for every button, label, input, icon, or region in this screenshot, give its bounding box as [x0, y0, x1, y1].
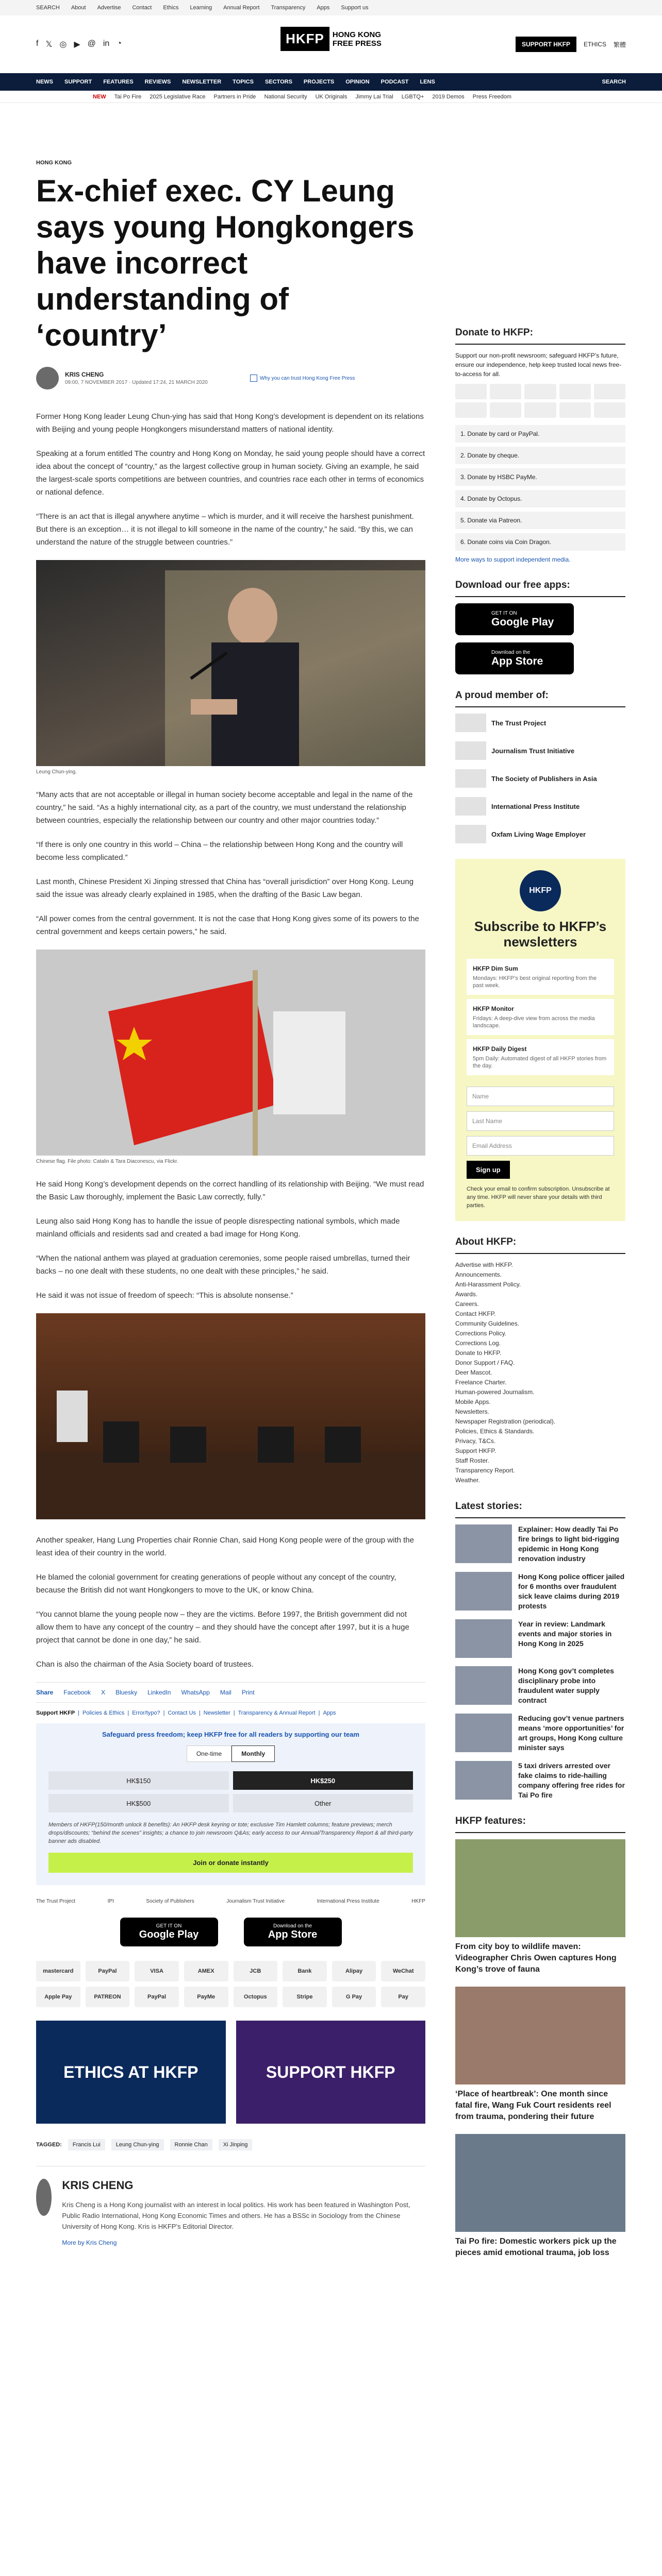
article [36, 160, 425, 2274]
trending-item[interactable]: 2019 Demos [432, 93, 465, 100]
apps-heading: Download our free apps: [455, 580, 625, 597]
masthead [0, 15, 662, 73]
story-thumbnail [455, 1666, 512, 1705]
threads-icon[interactable]: @ [87, 39, 96, 48]
monthly-tab[interactable]: Monthly [231, 1745, 275, 1762]
share-whatsapp[interactable]: WhatsApp [181, 1689, 210, 1696]
tags-label: TAGGED: [36, 2142, 62, 2148]
nav-news[interactable]: NEWS [36, 79, 53, 85]
trending-item[interactable]: LGBTQ+ [401, 93, 424, 100]
card-logo [524, 402, 556, 418]
feature-image[interactable] [455, 1987, 625, 2084]
paragraph: “There is an act that is illegal anywhere anytime – which is murder, and it will receive the harshest punishment. But there is an exception… it is not illegal to kill someone in the name of the country,” he said. “By this, we can understand the nature of the struggle between countries.” [36, 512, 414, 547]
support-link[interactable]: Support HKFP [36, 1710, 75, 1716]
paragraph: He blamed the colonial government for creating generations of people without any concept of the country, because the British did not want Hongkongers to move to the UK, or know China. [36, 1573, 396, 1595]
newsletter-box [455, 859, 625, 1221]
card-logo [594, 384, 625, 399]
hkfp-badge: HKFP [520, 870, 561, 911]
donate-intro: Support our non-profit newsroom; safeguard HKFP’s future, ensure our independence, help keep trusted local news free-to-access for all. [455, 352, 622, 378]
trending-item[interactable]: 2025 Legislative Race [150, 93, 206, 100]
about-item[interactable]: Community Guidelines. [455, 1320, 520, 1327]
trending-item[interactable]: National Security [264, 93, 307, 100]
logo-box: HKFP [280, 27, 329, 51]
apps-link[interactable]: Apps [323, 1710, 336, 1716]
card-logo [524, 384, 556, 399]
error-link[interactable]: Error/typo? [132, 1710, 160, 1716]
newsletter-option[interactable]: HKFP Monitor Fridays: A deep-dive view from across the media landscape. [467, 999, 614, 1035]
features-section [455, 1816, 625, 2259]
donate-method[interactable]: 3. Donate by HSBC PayMe. [455, 468, 625, 486]
payment-logo: Octopus [234, 1987, 278, 2007]
payment-logo: Apple Pay [36, 1987, 80, 2007]
nav-lens[interactable]: LENS [420, 79, 435, 85]
flag-illustration [36, 950, 425, 1156]
paragraph: Chan is also the chairman of the Asia Society board of trustees. [36, 1660, 254, 1669]
payment-logo: PayMe [184, 1987, 228, 2007]
story-thumbnail [455, 1714, 512, 1752]
trust-link[interactable]: Why you can trust Hong Kong Free Press [250, 375, 355, 382]
article-tags [36, 2139, 425, 2150]
ethics-banner[interactable]: ETHICS AT HKFP [36, 2021, 226, 2124]
paragraph: Speaking at a forum entitled The country and Hong Kong on Monday, he said young people should have a correct idea about the concept of “country,” as the largest collective group in human society. Giving an example, he said the largest-scale sports competitions are between countries, and countries race each other in terms of economics or national defence. [36, 449, 425, 497]
photo-flag [36, 950, 425, 1156]
donate-heading: Donate to HKFP: [455, 327, 625, 345]
instagram-icon[interactable]: ◎ [59, 40, 67, 49]
promo-banners [36, 2021, 425, 2124]
amount-500[interactable]: HK$500 [48, 1794, 229, 1812]
payment-logo: VISA [135, 1961, 179, 1981]
feature-image[interactable] [455, 1839, 625, 1937]
share-bar [36, 1682, 425, 1703]
trending-item[interactable]: UK Originals [315, 93, 347, 100]
rss-icon[interactable]: ◔ [117, 39, 122, 48]
publish-date: 09:00, 7 NOVEMBER 2017 · Updated 17:24, 21 MARCH 2020 [65, 380, 208, 385]
support-links: Support HKFP | Policies & Ethics | Error/typo? | Contact Us | Newsletter | Transparency & Annual Report | Apps [36, 1710, 336, 1716]
card-logo [594, 402, 625, 418]
nav-features[interactable]: FEATURES [103, 79, 134, 85]
card-logo [559, 402, 591, 418]
amount-250[interactable]: HK$250 [233, 1771, 413, 1790]
donate-method[interactable]: 1. Donate by card or PayPal. [455, 425, 625, 443]
payment-methods [36, 1961, 425, 2007]
photo-leung [36, 560, 425, 766]
main-nav [0, 73, 662, 91]
payment-logo: PayPal [135, 1987, 179, 2007]
speaker-illustration [36, 560, 425, 766]
logo-text: HONG KONG FREE PRESS [332, 30, 382, 48]
nav-support[interactable]: SUPPORT [64, 79, 92, 85]
nav-projects[interactable]: PROJECTS [303, 79, 335, 85]
sidebar-google-play[interactable]: GET IT ON Google Play [455, 603, 574, 635]
about-item[interactable]: Policies, Ethics & Standards. [455, 1428, 535, 1435]
member-org[interactable]: The Society of Publishers in Asia [455, 769, 625, 788]
paragraph: “If there is only one country in this world – China – the relationship between Hong Kong and the country will become less complicated.” [36, 840, 403, 862]
last-name-input[interactable]: Last Name [467, 1111, 614, 1131]
story-thumbnail [455, 1572, 512, 1611]
more-ways-link[interactable]: More ways to support independent media. [455, 556, 571, 563]
latest-story[interactable]: 5 taxi drivers arrested over fake claims to ride-hailing company offering free rides for Tai Po fire [455, 1761, 625, 1800]
member-org[interactable]: The Trust Project [455, 714, 625, 732]
about-list [455, 1260, 625, 1485]
latest-story[interactable]: Reducing gov’t venue partners means ‘more opportunities’ for art groups, Hong Kong culture minister says [455, 1714, 625, 1753]
partner-logo[interactable]: Journalism Trust Initiative [226, 1899, 285, 1904]
util-apps[interactable]: Apps [317, 5, 330, 11]
story-thumbnail [455, 1619, 512, 1658]
trending-item[interactable]: Tai Po Fire [114, 93, 142, 100]
paragraph: “Many acts that are not acceptable or illegal in human society become acceptable and legal in the name of the country,” he said. “As a highly international city, as a part of the country, we must understand the relationship between countries, especially the relationship between our country and other major countries today.” [36, 790, 413, 825]
nav-opinion[interactable]: OPINION [345, 79, 370, 85]
about-item[interactable]: Donor Support / FAQ. [455, 1359, 515, 1366]
latest-section [455, 1501, 625, 1800]
newsletter-title: Subscribe to HKFP’s newsletters [474, 919, 607, 950]
tag[interactable]: Leung Chun-ying [111, 2139, 164, 2150]
contact-link[interactable]: Contact Us [168, 1710, 196, 1716]
about-item[interactable]: Newsletters. [455, 1408, 490, 1415]
payment-logo: Pay [381, 1987, 425, 2007]
author-box-avatar [36, 2179, 52, 2216]
latest-story[interactable]: Explainer: How deadly Tai Po fire brings to light bid-rigging epidemic in Hong Kong renovation industry [455, 1524, 625, 1564]
payment-logo: Stripe [283, 1987, 327, 2007]
trending-item[interactable]: Partners in Pride [213, 93, 256, 100]
payment-logo: mastercard [36, 1961, 80, 1981]
facebook-icon[interactable]: f [36, 39, 39, 48]
story-thumbnail [455, 1761, 512, 1800]
about-item[interactable]: Deer Mascot. [455, 1369, 492, 1376]
util-support[interactable]: Support us [341, 5, 369, 11]
donate-method[interactable]: 6. Donate coins via Coin Dragon. [455, 533, 625, 551]
about-item[interactable]: Human-powered Journalism. [455, 1388, 535, 1396]
one-time-tab[interactable]: One-time [187, 1745, 231, 1762]
card-logo [490, 402, 521, 418]
trust-icon [250, 375, 257, 382]
sidebar-app-store[interactable]: Download on the App Store [455, 642, 574, 674]
partner-logo[interactable]: International Press Institute [317, 1899, 379, 1904]
card-logo [559, 384, 591, 399]
partner-logo[interactable]: HKFP [411, 1899, 425, 1904]
newsletter-note: Check your email to confirm subscription. Unsubscribe at any time. HKFP will never share your details with third parties. [467, 1186, 610, 1209]
about-item[interactable]: Staff Roster. [455, 1457, 489, 1464]
language-link[interactable]: 繁體 [613, 41, 626, 48]
member-org[interactable]: International Press Institute [455, 797, 625, 816]
member-org[interactable]: Journalism Trust Initiative [455, 741, 625, 760]
about-item[interactable]: Newspaper Registration (periodical). [455, 1418, 556, 1425]
member-section [455, 690, 625, 843]
paragraph: Another speaker, Hang Lung Properties chair Ronnie Chan, said Hong Kong people were of the group with the least idea of their country in the world. [36, 1536, 414, 1557]
donate-note: Members of HKFP(150/month unlock 8 benefits): An HKFP desk keyring or tote; exclusive Tim Hamlett columns; feature previews; merch drops/discounts; “behind the scenes” insights; a chance to join newsroom Q&As; early access to our Annual/Transparency Report & all third-party banner ads disabled. [48, 1822, 413, 1844]
member-org[interactable]: Oxfam Living Wage Employer [455, 825, 625, 843]
card-logo [455, 384, 487, 399]
app-store-button[interactable]: Download on the App Store [244, 1918, 342, 1946]
payment-logo: Bank [283, 1961, 327, 1981]
photo-caption: Leung Chun-ying. [36, 769, 77, 775]
card-logo [490, 384, 521, 399]
about-item[interactable]: Mobile Apps. [455, 1398, 491, 1405]
features-heading: HKFP features: [455, 1816, 625, 1833]
newsletter-option[interactable]: HKFP Daily Digest 5pm Daily: Automated digest of all HKFP stories from the day. [467, 1039, 614, 1075]
donate-widget [36, 1723, 425, 1885]
amount-options [48, 1771, 413, 1812]
partner-logo[interactable]: Society of Publishers [146, 1899, 194, 1904]
util-advertise[interactable]: Advertise [97, 5, 121, 11]
about-item[interactable]: Contact HKFP. [455, 1310, 496, 1317]
story-thumbnail [455, 1524, 512, 1563]
about-item[interactable]: Announcements. [455, 1271, 502, 1278]
nav-topics[interactable]: TOPICS [233, 79, 254, 85]
util-contact[interactable]: Contact [132, 5, 152, 11]
byline [36, 367, 425, 389]
paragraph: Last month, Chinese President Xi Jinping stressed that China has “overall jurisdiction” over Hong Kong. Leung said the issue was already clearly explained in 1985, when the drafting of the Basic Law began. [36, 877, 414, 899]
tag[interactable]: Francis Lui [68, 2139, 105, 2150]
nav-newsletter[interactable]: NEWSLETTER [182, 79, 222, 85]
paragraph: Former Hong Kong leader Leung Chun-ying has said that Hong Kong’s development is dependent on its relations with Beijing and young people Hongkongers misunderstand matters of national identity. [36, 412, 424, 434]
card-logos [455, 384, 625, 418]
about-item[interactable]: Corrections Policy. [455, 1330, 507, 1337]
share-x[interactable]: X [101, 1689, 106, 1696]
author-name[interactable]: KRIS CHENG [65, 371, 104, 378]
payment-logo: WeChat [381, 1961, 425, 1981]
payment-logo: G Pay [332, 1987, 376, 2007]
partner-logos [36, 1899, 425, 1904]
payment-logo: JCB [234, 1961, 278, 1981]
apps-section [455, 580, 625, 674]
payment-logo: Alipay [332, 1961, 376, 1981]
photo-caption: Chinese flag. File photo: Catalin & Tara Diaconescu, via Flickr. [36, 1159, 178, 1164]
paragraph: “You cannot blame the young people now – they are the victims. Before 1997, the British government did not allow them to have any concept of the country – and they should have the concept after 1997, but it is a huge project that cannot be done in one day,” he said. [36, 1610, 409, 1645]
card-logo [455, 402, 487, 418]
util-learning[interactable]: Learning [190, 5, 212, 11]
ethics-link[interactable]: ETHICS [583, 41, 606, 48]
amount-150[interactable]: HK$150 [48, 1771, 229, 1790]
share-mail[interactable]: Mail [220, 1689, 231, 1696]
photo-forum [36, 1313, 425, 1519]
nav-search[interactable]: SEARCH [602, 79, 626, 85]
paragraph: “All power comes from the central government. It is not the case that Hong Kong gives some of its powers to the central government and keeps certain powers,” he said. [36, 914, 419, 936]
latest-heading: Latest stories: [455, 1501, 625, 1518]
partner-logo[interactable]: The Trust Project [36, 1899, 76, 1904]
about-item[interactable]: Anti-Harassment Policy. [455, 1281, 521, 1288]
youtube-icon[interactable]: ▶ [74, 40, 80, 49]
support-banner[interactable]: SUPPORT HKFP [236, 2021, 426, 2124]
nav-reviews[interactable]: REVIEWS [144, 79, 171, 85]
latest-story[interactable]: Hong Kong gov’t completes disciplinary probe into fraudulent water supply contract [455, 1666, 625, 1705]
email-input[interactable]: Email Address [467, 1136, 614, 1156]
payment-logo: PATREON [86, 1987, 130, 2007]
share-linkedin[interactable]: LinkedIn [147, 1689, 171, 1696]
newsletter-option[interactable]: HKFP Dim Sum Mondays: HKFP’s best original reporting from the past week. [467, 959, 614, 995]
sign-up-button[interactable]: Sign up [467, 1161, 510, 1179]
donate-section [455, 327, 625, 564]
newsletter-link[interactable]: Newsletter [203, 1710, 230, 1716]
author-bio: Kris Cheng is a Hong Kong journalist with an interest in local politics. His work has been featured in Washington Post, Public Radio International, Hong Kong Economic Times and others. He has a BSSc in Sociology from the Chinese University of Hong Kong. Kris is HKFP’s Editorial Director. [62, 2201, 410, 2230]
author-box [36, 2166, 425, 2247]
author-box-name[interactable]: KRIS CHENG [62, 2179, 134, 2192]
paragraph: “When the national anthem was played at graduation ceremonies, some people raised umbrellas, turned their backs – no one dealt with these students, no one dealt with these principles,” he said. [36, 1254, 410, 1276]
social-links [36, 39, 122, 49]
author-avatar [36, 367, 59, 389]
forum-illustration [36, 1313, 425, 1519]
donate-method[interactable]: 5. Donate via Patreon. [455, 512, 625, 529]
about-item[interactable]: Support HKFP. [455, 1447, 496, 1454]
trending-bar [0, 91, 662, 103]
paragraph: He said Hong Kong’s development depends on the correct handling of its relationship with Beijing. “We must read the Basic Law thoroughly, implement the Basic Law correctly, fully.” [36, 1180, 424, 1201]
frequency-toggle [48, 1745, 413, 1762]
paragraph: He said it was not issue of freedom of speech: “This is absolute nonsense.” [36, 1291, 293, 1300]
tag[interactable]: Ronnie Chan [170, 2139, 212, 2150]
join-button[interactable]: Join or donate instantly [48, 1853, 413, 1873]
latest-story[interactable]: Year in review: Landmark events and major stories in Hong Kong in 2025 [455, 1619, 625, 1658]
share-label: Share [36, 1689, 54, 1696]
about-item[interactable]: Corrections Log. [455, 1340, 501, 1347]
utility-bar [0, 0, 662, 15]
more-by-author-link[interactable]: More by Kris Cheng [62, 2239, 117, 2246]
x-icon[interactable]: 𝕏 [45, 40, 53, 49]
feature-image[interactable] [455, 2134, 625, 2232]
app-store-buttons [36, 1918, 425, 1946]
feature-headline[interactable]: From city boy to wildlife maven: Videographer Chris Owen captures Hong Kong’s trove of fauna [455, 1942, 617, 1974]
site-logo[interactable] [280, 27, 382, 51]
payment-logo: PayPal [86, 1961, 130, 1981]
trending-item[interactable]: Press Freedom [472, 93, 511, 100]
linkedin-icon[interactable]: in [103, 39, 110, 48]
nav-sectors[interactable]: SECTORS [264, 79, 292, 85]
partner-logo[interactable]: IPI [107, 1899, 114, 1904]
util-search[interactable]: SEARCH [36, 5, 60, 11]
share-print[interactable]: Print [241, 1689, 255, 1696]
about-item[interactable]: Weather. [455, 1477, 480, 1484]
about-item[interactable]: Freelance Charter. [455, 1379, 507, 1386]
feature-headline[interactable]: Tai Po fire: Domestic workers pick up the pieces amid emotional trauma, job loss [455, 2237, 617, 2257]
ad-space [0, 103, 662, 160]
article-body [36, 410, 425, 1671]
util-transparency[interactable]: Transparency [271, 5, 306, 11]
donate-method[interactable]: 4. Donate by Octopus. [455, 490, 625, 507]
util-ethics[interactable]: Ethics [163, 5, 179, 11]
util-about[interactable]: About [71, 5, 86, 11]
policies-link[interactable]: Policies & Ethics [82, 1710, 125, 1716]
payment-logo: AMEX [184, 1961, 228, 1981]
google-play-button[interactable]: GET IT ON Google Play [120, 1918, 218, 1946]
tag[interactable]: Xi Jinping [219, 2139, 253, 2150]
about-item[interactable]: Advertise with HKFP. [455, 1261, 513, 1268]
feature-headline[interactable]: ‘Place of heartbreak’: One month since fatal fire, Wang Fuk Court residents reel from trauma, pondering their future [455, 2090, 611, 2121]
about-section [455, 1236, 625, 1485]
about-item[interactable]: Transparency Report. [455, 1467, 515, 1474]
about-item[interactable]: Privacy, T&Cs. [455, 1437, 496, 1445]
member-heading: A proud member of: [455, 690, 625, 707]
share-bluesky[interactable]: Bluesky [115, 1689, 138, 1696]
trending-item[interactable]: Jimmy Lai Trial [355, 93, 393, 100]
report-link[interactable]: Transparency & Annual Report [238, 1710, 316, 1716]
article-category[interactable]: HONG KONG [36, 160, 72, 166]
donate-title: Safeguard press freedom; keep HKFP free for all readers by supporting our team [102, 1731, 359, 1738]
nav-podcast[interactable]: PODCAST [380, 79, 409, 85]
sidebar [455, 160, 625, 2274]
trending-label: NEW [93, 93, 106, 100]
about-item[interactable]: Awards. [455, 1291, 478, 1298]
latest-story[interactable]: Hong Kong police officer jailed for 6 months over fraudulent sick leave claims during 2019 protests [455, 1572, 625, 1611]
share-facebook[interactable]: Facebook [63, 1689, 91, 1696]
donate-method[interactable]: 2. Donate by cheque. [455, 447, 625, 464]
util-annual[interactable]: Annual Report [223, 5, 260, 11]
name-input[interactable]: Name [467, 1087, 614, 1106]
amount-other[interactable]: Other [233, 1794, 413, 1812]
about-item[interactable]: Careers. [455, 1300, 479, 1308]
support-hkfp-button[interactable]: SUPPORT HKFP [516, 37, 576, 52]
paragraph: Leung also said Hong Kong has to handle the issue of people disrespecting national symbols, which made mainland officials and residents sad and created a bad image for Hong Kong. [36, 1217, 400, 1239]
article-title: Ex-chief exec. CY Leung says young Hongkongers have incorrect understanding of ‘country’ [36, 174, 415, 352]
about-item[interactable]: Donate to HKFP. [455, 1349, 502, 1357]
about-heading: About HKFP: [455, 1236, 625, 1254]
